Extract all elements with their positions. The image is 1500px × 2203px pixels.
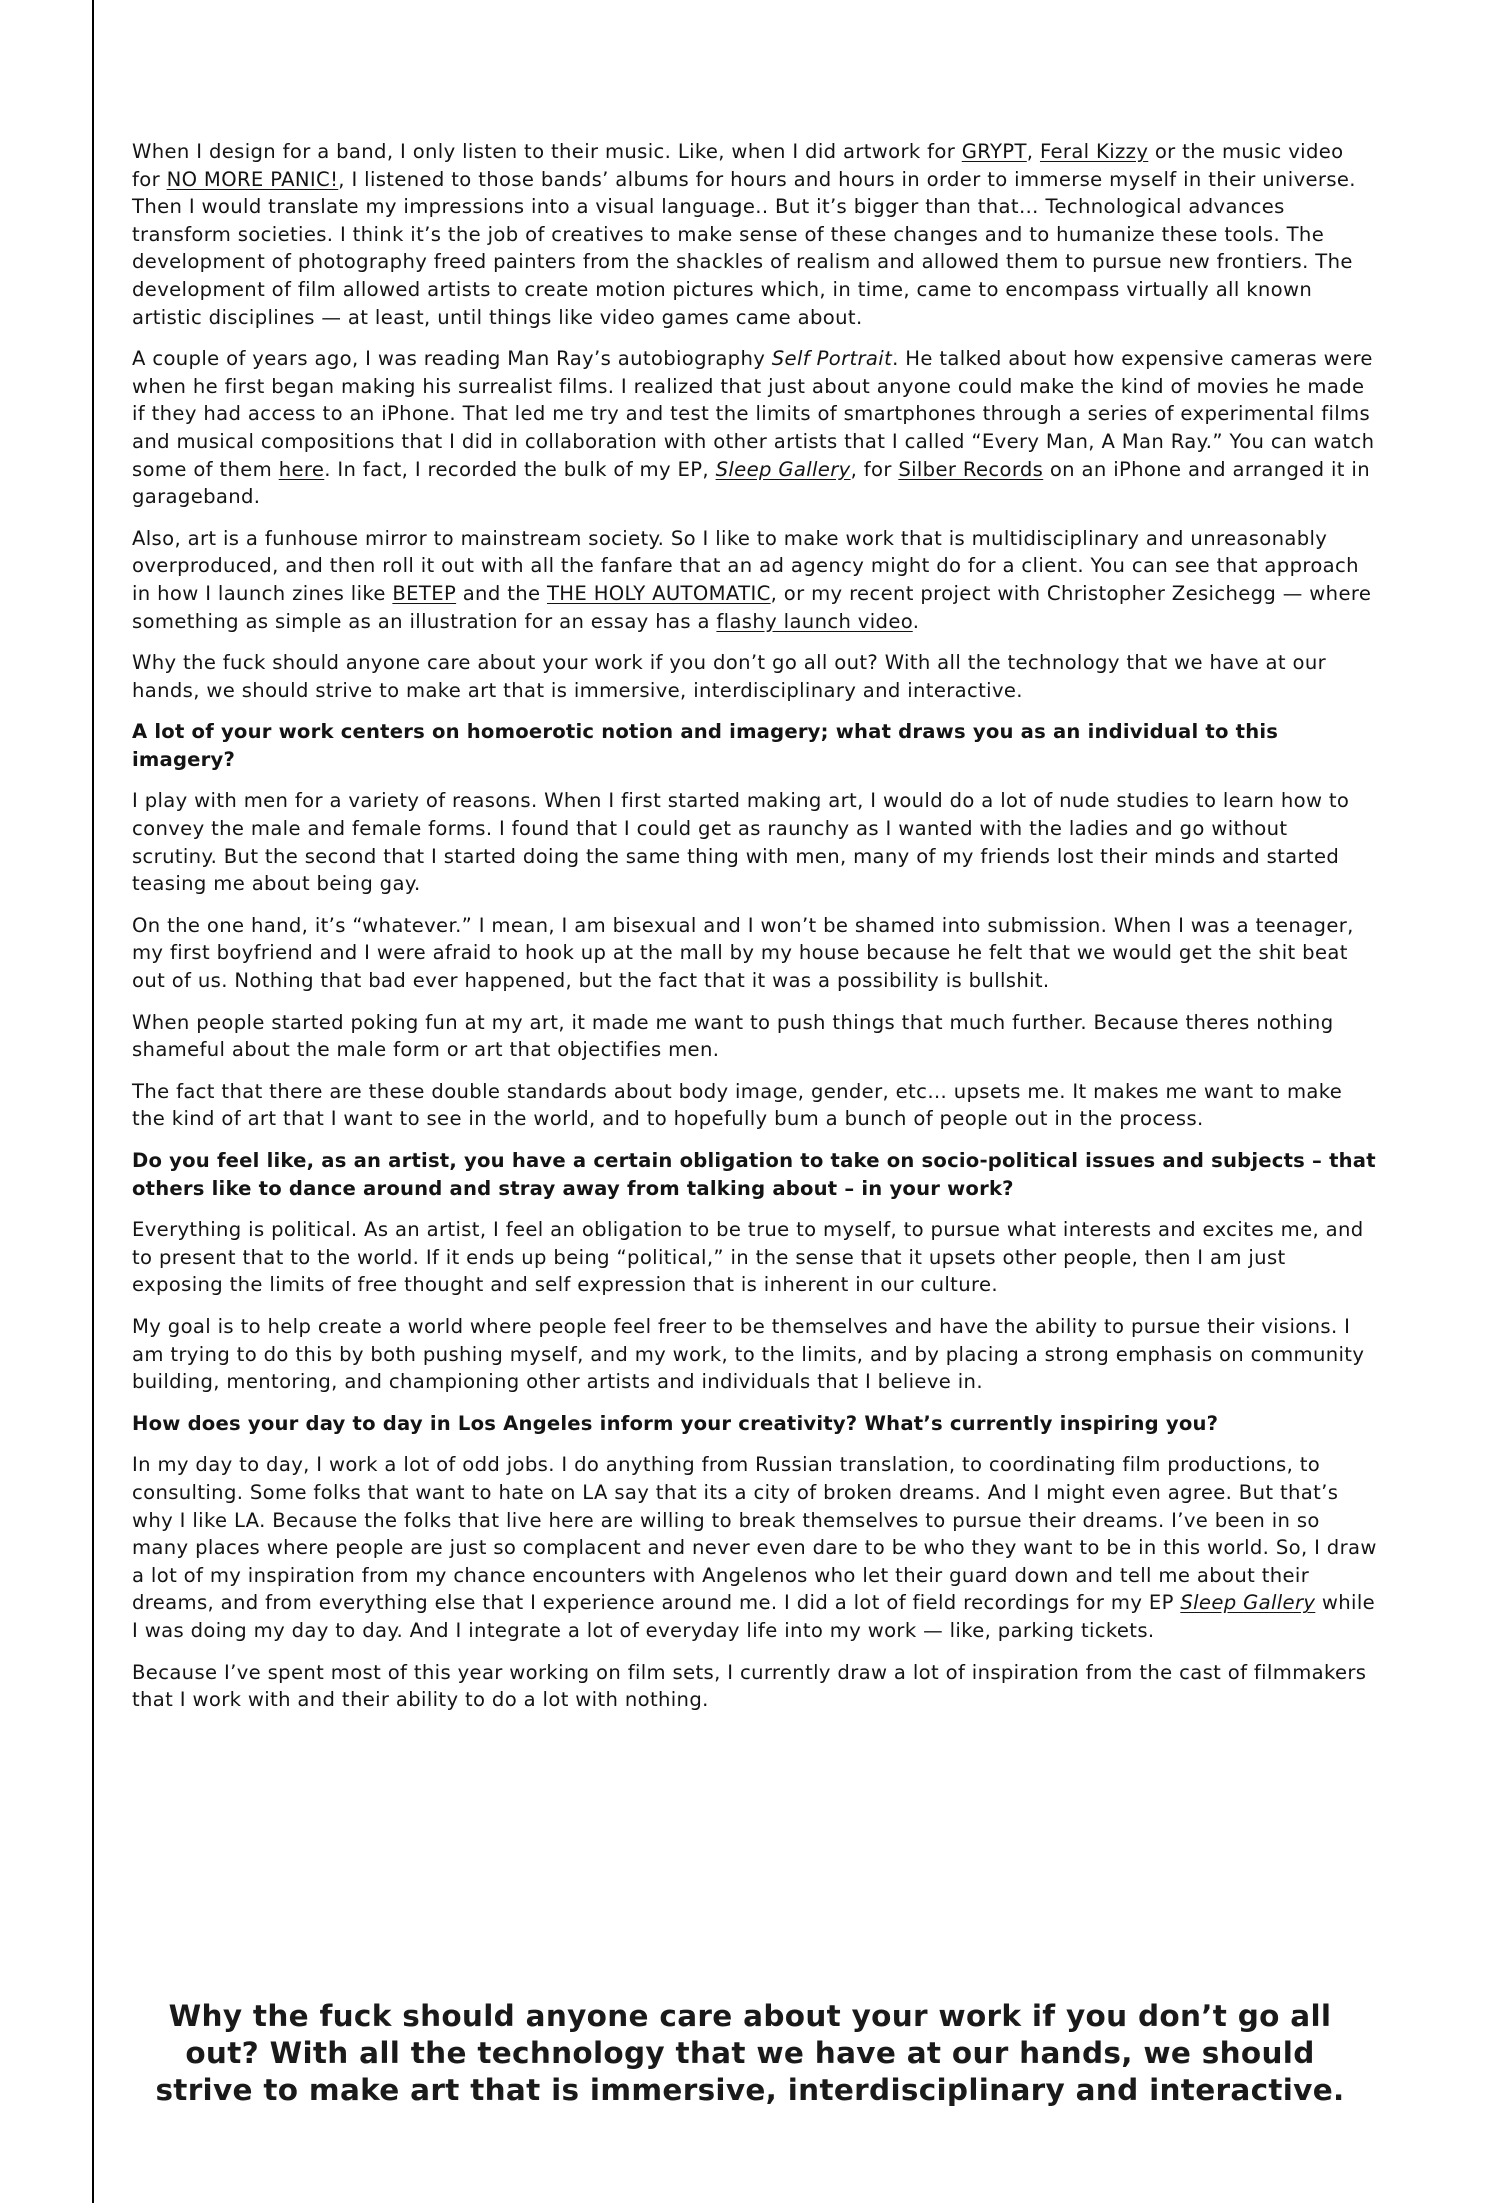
question-los-angeles: How does your day to day in Los Angeles inform your creativity? What’s currently inspiring you? <box>132 1411 1219 1435</box>
title-self-portrait: Self Portrait <box>771 347 893 371</box>
question-socio-political: Do you feel like, as an artist, you have a certain obligation to take on socio-political issues and subjects – that others like to dance around and stray away from talking about – in your work? <box>132 1149 1376 1200</box>
link-holy-automatic[interactable]: THE HOLY AUTOMATIC <box>546 581 771 605</box>
paragraph-man-ray: A couple of years ago, I was reading Man Ray’s autobiography Self Portrait. He talked about how expensive cameras were when he first began making his surrealist films. I realized that just about anyone could make the kind of movies he made if they had access to an iPhone. That led me try and test the limits of smartphones through a series of experimental films and musical compositions that I did in collaboration with other artists that I called “Every Man, A Man Ray.” You can watch some of them here. In fact, I recorded the bulk of my EP, Sleep Gallery, for Silber Records on an iPhone and arranged it in garageband. <box>132 347 1375 509</box>
link-flashy-launch-video[interactable]: flashy launch video <box>716 609 913 633</box>
paragraph-film-sets: Because I’ve spent most of this year working on film sets, I currently draw a lot of inspiration from the cast of filmmakers that I work with and their ability to do a lot with nothing. <box>132 1660 1367 1712</box>
link-feral-kizzy[interactable]: Feral Kizzy <box>1039 140 1149 163</box>
margin-rule <box>92 0 94 2203</box>
pull-quote: Why the fuck should anyone care about your work if you don’t go all out? With all the technology that we have at our hands, we should strive to make art that is immersive, interdisciplinary and interactive. <box>155 1999 1345 2107</box>
paragraph-poking-fun: When people started poking fun at my art, it made me want to push things that much further. Because theres nothing shameful about the male form or art that objectifies men. <box>132 1010 1334 1062</box>
link-sleep-gallery[interactable]: Sleep Gallery <box>715 457 851 481</box>
question-homoerotic-imagery: A lot of your work centers on homoerotic notion and imagery; what draws you as an individual to this imagery? <box>132 720 1279 771</box>
paragraph-double-standards: The fact that there are these double standards about body image, gender, etc… upsets me. It makes me want to make the kind of art that I want to see in the world, and to hopefully bum a bunch of people out in the process. <box>132 1079 1343 1131</box>
link-no-more-panic[interactable]: NO MORE PANIC! <box>166 167 339 191</box>
paragraph-my-goal: My goal is to help create a world where people feel freer to be themselves and have the ability to pursue their visions. I am trying to do this by both pushing myself, and my work, to the limits, and by placing a strong emphasis on community building, mentoring, and championing other artists and individuals that I believe in. <box>132 1314 1365 1394</box>
link-silber-records[interactable]: Silber Records <box>898 457 1044 481</box>
paragraph-play-with-men: I play with men for a variety of reasons. When I first started making art, I would do a lot of nude studies to learn how to convey the male and female forms. I found that I could get as raunchy as I wanted with the ladies and go without scrutiny. But the second that I started doing the same thing with men, many of my friends lost their minds and started teasing me about being gay. <box>132 789 1350 896</box>
paragraph-design-for-bands: When I design for a band, I only listen to their music. Like, when I did artwork for GRYPT, Feral Kizzy or the music video for NO MORE PANIC!, I listened to those bands’ albums for hours and hours in order to immerse myself in their universe. Then I would translate my impressions into a visual language.. But it’s bigger than that… Technological advances transform societies. I think it’s the job of creatives to make sense of these changes and to humanize these tools. The development of photography freed painters from the shackles of realism and allowed them to pursue new frontiers. The development of film allowed artists to create motion pictures which, in time, came to encompass virtually all known artistic disciplines — at least, until things like video games came about. <box>132 140 1356 329</box>
link-grypt[interactable]: GRYPT <box>961 140 1027 163</box>
paragraph-day-to-day: In my day to day, I work a lot of odd jobs. I do anything from Russian translation, to coordinating film productions, to consulting. Some folks that want to hate on LA say that its a city of broken dreams. And I might even agree. But that’s why I like LA. Because the folks that live here are willing to break themselves to pursue their dreams. I’ve been in so many places where people are just so complacent and never even dare to be who they want to be in this world. So, I draw a lot of my inspiration from my chance encounters with Angelenos who let their guard down and tell me about their dreams, and from everything else that I experience around me. I did a lot of field recordings for my EP Sleep Gallery while I was doing my day to day. And I integrate a lot of everyday life into my work — like, parking tickets. <box>132 1453 1377 1642</box>
link-here[interactable]: here <box>278 457 325 481</box>
link-sleep-gallery-ep[interactable]: Sleep Gallery <box>1180 1591 1316 1615</box>
paragraph-everything-political: Everything is political. As an artist, I feel an obligation to be true to myself, to pursue what interests and excites me, and to present that to the world. If it ends up being “political,” in the sense that it upsets other people, then I am just exposing the limits of free thought and self expression that is inherent in our culture. <box>132 1218 1364 1297</box>
article-body <box>132 138 1377 1728</box>
paragraph-go-all-out: Why the fuck should anyone care about your work if you don’t go all out? With all the technology that we have at our hands, we should strive to make art that is immersive, interdisciplinary and interactive. <box>132 651 1327 702</box>
link-betep[interactable]: BETEP <box>392 581 457 605</box>
paragraph-whatever: On the one hand, it’s “whatever.” I mean, I am bisexual and I won’t be shamed into submission. When I was a teenager, my first boyfriend and I were afraid to hook up at the mall by my house because he felt that we would get the shit beat out of us. Nothing that bad ever happened, but the fact that it was a possibility is bullshit. <box>132 913 1354 993</box>
paragraph-funhouse-mirror: Also, art is a funhouse mirror to mainstream society. So I like to make work that is multidisciplinary and unreasonably overproduced, and then roll it out with all the fanfare that an ad agency might do for a client. You can see that approach in how I launch zines like BETEP and the THE HOLY AUTOMATIC, or my recent project with Christopher Zesichegg — where something as simple as an illustration for an essay has a flashy launch video. <box>132 526 1372 633</box>
